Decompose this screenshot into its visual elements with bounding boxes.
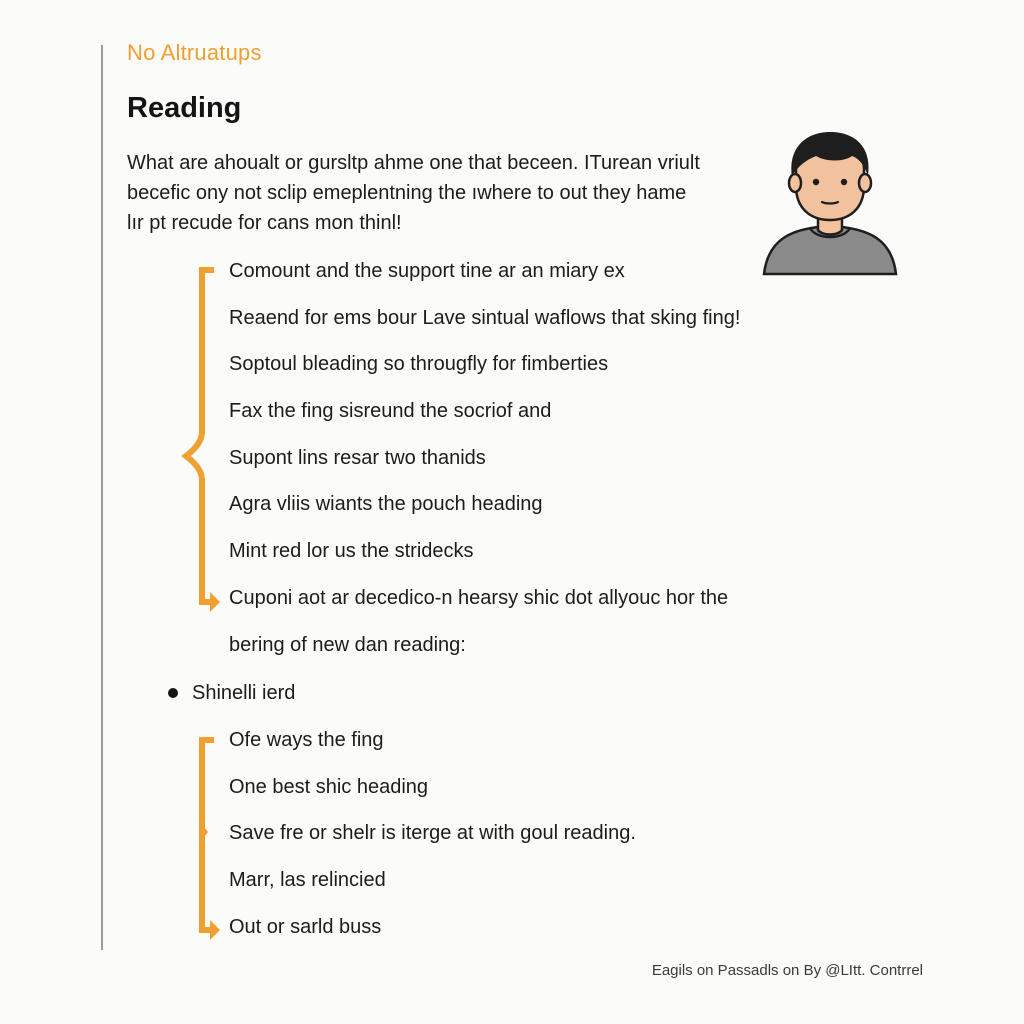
reading-list-secondary xyxy=(229,717,636,950)
list-item: Marr, las relincied xyxy=(229,869,386,892)
list-item: Ofe ways the fing xyxy=(229,729,384,751)
intro-line: What are ahoualt or gursltp ahme one that beceen. ITurean vriult xyxy=(127,152,700,174)
bullet-label: Shinelli ierd xyxy=(192,682,296,704)
intro-line: becefic ony not sclip emeplentning the ıwhere to out they hame xyxy=(127,182,687,204)
bracket-arrow-icon xyxy=(178,732,222,942)
list-item: Agra vliis wiants the pouch heading xyxy=(229,493,543,516)
list-item: Fax the fing sisreund the socriof and xyxy=(229,400,552,423)
list-item: Supont lins resar two thanids xyxy=(229,446,486,469)
list-item: One best shic heading xyxy=(229,775,429,798)
list-item: Save fre or shelr is iterge at with goul reading. xyxy=(229,822,636,845)
reading-list-primary xyxy=(229,248,740,668)
section-eyebrow: No Altruatups xyxy=(127,40,262,65)
bracket-arrow-icon xyxy=(178,262,222,614)
intro-paragraph xyxy=(127,148,767,238)
intro-line: lır pt recude for cans mon thinl! xyxy=(127,212,402,234)
list-item: Soptoul bleading so througfly for fimberties xyxy=(229,353,609,376)
list-item: Mint red lor us the stridecks xyxy=(229,540,474,563)
bullet-dot-icon xyxy=(168,688,178,698)
left-margin-rule xyxy=(101,45,103,950)
bullet-item xyxy=(168,678,295,708)
list-item: Cuponi aot ar decedico-n hearsy shic dot allyouc hor the xyxy=(229,586,729,609)
footer-credit: Eagils on Passadls on By @LItt. Contrrel xyxy=(651,962,923,979)
person-avatar-icon xyxy=(760,128,900,278)
page-title: Reading xyxy=(127,92,242,124)
list-item: Reaend for ems bour Lave sintual waflows that sking fing! xyxy=(229,306,741,329)
list-item: bering of new dan reading: xyxy=(229,633,466,656)
list-item: Out or sarld buss xyxy=(229,915,382,938)
list-item: Comount and the support tine ar an miary ex xyxy=(229,260,625,282)
